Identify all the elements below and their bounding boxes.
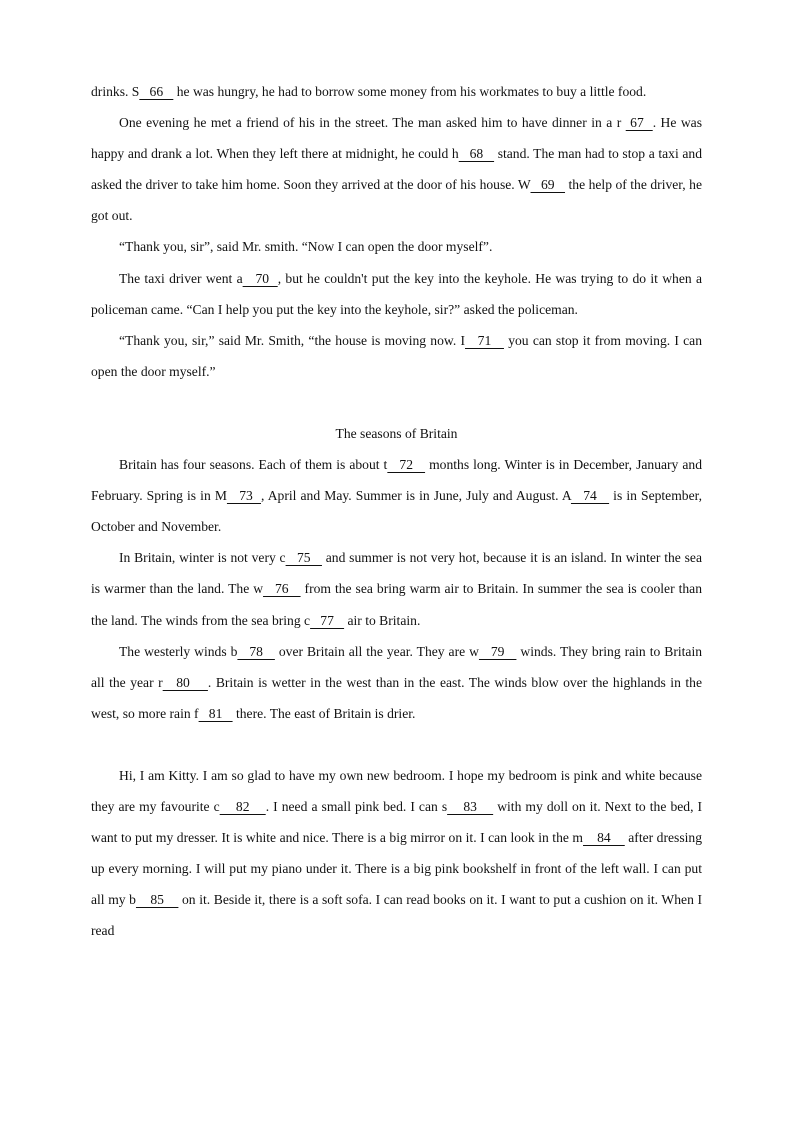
text-run: winds. They bring rain to Britain all the year r	[91, 643, 703, 690]
text-run: there. The east of Britain is drier.	[232, 705, 416, 721]
text-run: . He was happy and drank a lot. When they left there at midnight, he could h	[91, 115, 703, 162]
text-run: The taxi driver went a	[119, 270, 243, 286]
text-run: and summer is not very hot, because it is an island. In winter the sea is warmer than the land. The w	[91, 550, 702, 597]
paragraph	[91, 76, 702, 107]
text-run: he was hungry, he had to borrow some money from his workmates to buy a little food.	[173, 84, 647, 99]
text-run: air to Britain.	[344, 612, 421, 628]
section-title: The seasons of Britain	[335, 425, 458, 441]
answer-blank: 74	[570, 488, 610, 504]
answer-blank: 66	[139, 84, 174, 99]
paragraph	[91, 325, 702, 387]
answer-blank: 85	[135, 892, 179, 908]
answer-blank: 82	[219, 798, 266, 814]
paragraph	[91, 449, 702, 542]
answer-blank: 80	[162, 674, 208, 690]
answer-blank: 72	[387, 457, 426, 473]
text-run: over Britain all the year. They are w	[274, 643, 479, 659]
text-run: stand. The man had to stop a taxi and asked the driver to take him home. Soon they arrived at the door of his house. W	[91, 146, 702, 193]
answer-blank: 69	[530, 177, 566, 193]
text-run: months long. Winter is in December, January and February. Spring is in M	[91, 457, 703, 504]
answer-blank: 79	[478, 643, 517, 659]
text-run: with my doll on it. Next to the bed, I want to put my dresser. It is white and nice. There is a big mirror on it. I can look in the m	[91, 798, 703, 846]
paragraph	[91, 231, 702, 262]
paragraph	[91, 107, 702, 231]
text-run: from the sea bring warm air to Britain. In summer the sea is cooler than the land. The winds from the sea bring c	[91, 581, 703, 628]
document-page	[91, 76, 702, 946]
text-run: on it. Beside it, there is a soft sofa. I can read books on it. I want to put a cushion on it. When I read	[91, 892, 703, 939]
text-run: you can stop it from moving. I can open the door myself.”	[91, 332, 703, 379]
text-run: drinks. S	[91, 84, 140, 99]
section-gap	[91, 729, 702, 760]
paragraph	[91, 542, 702, 635]
answer-blank: 78	[237, 643, 275, 659]
text-run: is in September, October and November.	[91, 488, 702, 535]
text-run: One evening he met a friend of his in the street. The man asked him to have dinner in a r	[119, 115, 626, 131]
text-run: . I need a small pink bed. I can s	[265, 798, 448, 814]
text-run: . Britain is wetter in the west than in the east. The winds blow over the highlands in the west, so more rain f	[91, 674, 702, 721]
answer-blank: 71	[465, 332, 504, 348]
text-run: The westerly winds b	[119, 643, 238, 659]
paragraph	[91, 760, 702, 947]
text-run: Britain has four seasons. Each of them is about t	[119, 457, 388, 473]
answer-blank: 76	[263, 581, 301, 597]
text-run: In Britain, winter is not very c	[119, 550, 286, 566]
text-run: after dressing up every morning. I will put my piano under it. There is a big pink bookshelf in front of the left wall. I can put all my b	[91, 830, 702, 908]
answer-blank: 83	[447, 798, 494, 814]
text-run: the help of the driver, he got out.	[91, 177, 702, 224]
text-run: “Thank you, sir”, said Mr. smith. “Now I can open the door myself”.	[119, 239, 493, 255]
answer-blank: 68	[458, 146, 495, 162]
answer-blank: 84	[583, 830, 625, 846]
answer-blank: 73	[226, 488, 261, 504]
paragraph	[91, 263, 702, 325]
text-run: Hi, I am Kitty. I am so glad to have my own new bedroom. I hope my bedroom is pink and white because they are my favourite c	[91, 767, 702, 814]
answer-blank: 70	[242, 270, 278, 286]
answer-blank: 67	[625, 115, 653, 131]
paragraph	[91, 636, 702, 729]
answer-blank: 75	[285, 550, 322, 566]
answer-blank: 81	[198, 705, 233, 721]
text-run: , April and May. Summer is in June, July and August. A	[261, 488, 571, 504]
answer-blank: 77	[310, 612, 345, 628]
text-run: “Thank you, sir,” said Mr. Smith, “the house is moving now. I	[119, 332, 465, 348]
text-run: , but he couldn't put the key into the keyhole. He was trying to do it when a policeman came. “Can I help you put the key into the keyhole, sir?” asked the policeman.	[91, 270, 702, 317]
